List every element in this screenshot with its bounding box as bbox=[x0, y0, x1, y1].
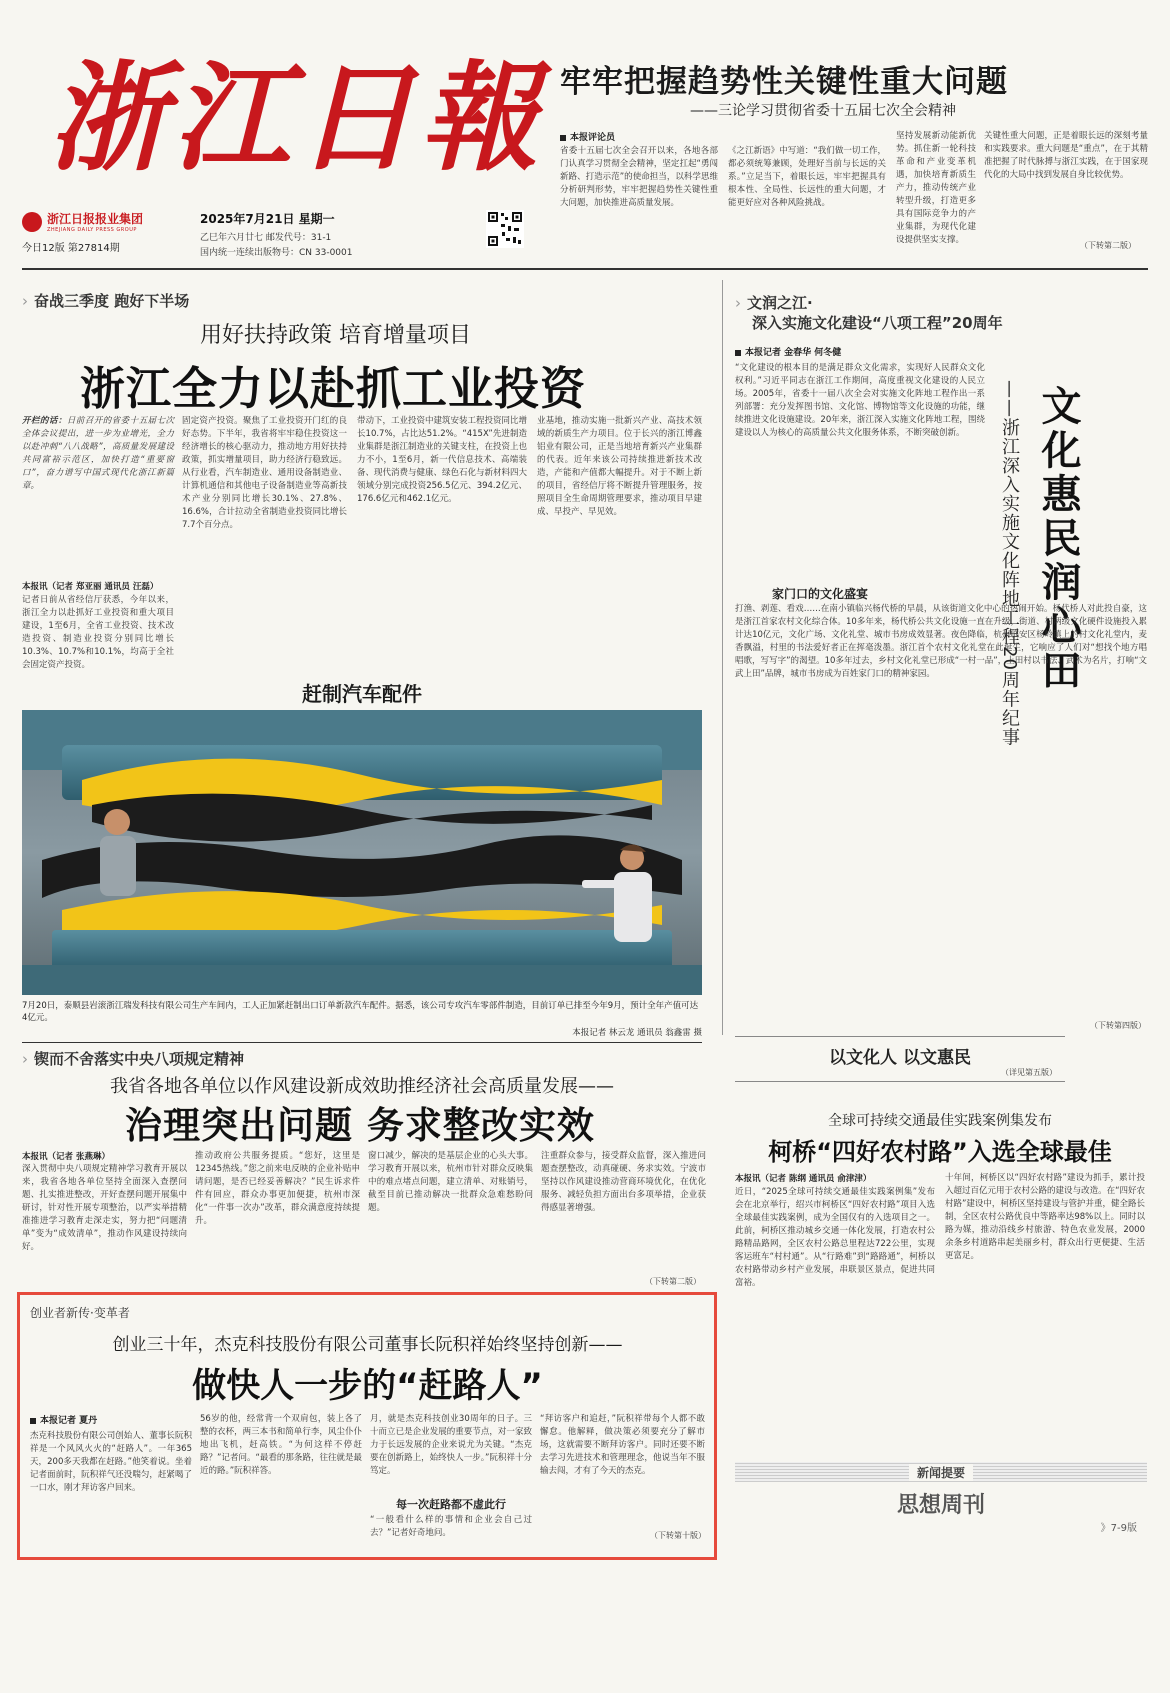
feature-col-2: 56岁的他，经常背一个双肩包，装上各了整的衣杯，两三本书和简单行李，风尘仆仆地出飞机，赶高铁。“为何这样不停赶路？”记者问。“最看的那条路，往往就是最近的路。”阮积祥答。 bbox=[200, 1414, 362, 1476]
lunar-date: 乙巳年六月廿七 邮发代号：31-1 bbox=[200, 233, 332, 243]
feature-continue: （下转第十版） bbox=[650, 1531, 706, 1540]
side-continue: （下转第四版） bbox=[1090, 1021, 1146, 1030]
news-brief-label: 新闻提要 bbox=[909, 1464, 973, 1481]
editorial-subhead: ——三论学习贯彻省委十五届七次全会精神 bbox=[690, 103, 956, 119]
publisher-block bbox=[22, 210, 187, 254]
side-kicker-text: 文润之江· bbox=[747, 294, 813, 312]
chevron-right-icon: › bbox=[22, 292, 28, 310]
editorial-col-2: 《之江新语》中写道：“我们做一切工作，都必须统筹兼顾，处理好当前与长远的关系。”立足当下，着眼长远，牢牢把握具有根本性、全局性、长远性的重大问题，才能更好应对各种风险挑战。 bbox=[728, 146, 886, 208]
culture-box bbox=[735, 1036, 1065, 1082]
lead-intro-label: 开栏的话： bbox=[22, 416, 67, 426]
culture-box-note: （详见第五版） bbox=[1001, 1068, 1057, 1077]
lead-col-3: 带动下，工业投资中建筑安装工程投资同比增长10.7%，占比达51.2%。“415X”先进制造业集群是浙江制造业的关键支柱，在投资上也力不小，1至6月，新一代信息技术、高端装备、现代消费与健康、绿色石化与新材料四大领域分别完成投资256.5亿元、394.2亿元、176.6亿元和462.1亿元。 bbox=[357, 416, 528, 504]
second-col-4: 注重群众参与，接受群众监督，深入推进问题查摆整改，动真碰硬、务求实效。宁波市坚持以作风建设推动营商环境优化，在优化服务、减轻负担方面出台多项举措，企业获得感显著增强。 bbox=[541, 1151, 706, 1213]
news-brief-page: 》7-9版 bbox=[1100, 1523, 1137, 1534]
feature-col-3: 月，就是杰克科技创业30周年的日子。三十而立已是企业发展的重要节点，对一家致力于长远发展的企业来说尤为关键。“杰克要在创新路上，始终快人一步。”阮积祥十分笃定。 bbox=[370, 1414, 532, 1476]
side-byline bbox=[735, 345, 841, 358]
keqiao-col-2: 十年间，柯桥区以“四好农村路”建设为抓手，累计投入超过百亿元用于农村公路的建设与改造。在“四好农村路”建设中，柯桥区坚持建设与管护并重，健全路长制，全区农村公路优良中等路率达98%以上。同时以路为媒，推动沿线乡村旅游、特色农业发展，2000余条乡村道路串起美丽乡村，群众出行更便捷、生活更富足。 bbox=[945, 1173, 1145, 1261]
second-byline: 本报讯（记者 张燕琳） bbox=[22, 1152, 110, 1162]
qr-code-icon bbox=[486, 210, 524, 248]
date-block bbox=[200, 210, 460, 258]
issue-date: 2025年7月21日 星期一 bbox=[200, 212, 335, 226]
side-subtitle: 家门口的文化盛宴 bbox=[772, 587, 869, 601]
second-kicker bbox=[22, 1048, 244, 1069]
lead-kicker-text: 奋战三季度 跑好下半场 bbox=[34, 292, 190, 310]
chevron-right-icon: › bbox=[735, 294, 741, 312]
masthead-logo bbox=[48, 38, 545, 198]
lead-headline: 浙江全力以赴抓工业投资 bbox=[80, 362, 587, 415]
editorial-col-1: 省委十五届七次全会召开以来，各地各部门认真学习贯彻全会精神，坚定扛起“勇闯新路、打造示范”的使命担当，以科学思维分析研判形势，牢牢把握趋势性关键性重大问题，加快推进高质量发展。 bbox=[560, 146, 718, 208]
byline-marker-icon bbox=[735, 350, 741, 356]
publisher-logo-icon bbox=[22, 212, 42, 232]
news-brief-box bbox=[735, 1462, 1147, 1542]
feature-inline-subhead: 每一次赶路都不虚此行 bbox=[396, 1498, 506, 1511]
masthead-title: 浙江日報 bbox=[48, 48, 545, 187]
keqiao-headline: 柯桥“四好农村路”入选全球最佳 bbox=[768, 1138, 1112, 1166]
second-headline: 治理突出问题 务求整改实效 bbox=[125, 1104, 595, 1147]
masthead-divider bbox=[22, 268, 1148, 270]
editorial-byline-text: 本报评论员 bbox=[570, 133, 616, 143]
second-col-3: 窗口减少，解决的是基层企业的心头大事。学习教育开展以来，杭州市针对群众反映集中的难点堵点问题，建立清单、对账销号，截至目前已推动解决一批群众急难愁盼问题。 bbox=[368, 1151, 533, 1213]
second-subhead: 我省各地各单位以作风建设新成效助推经济社会高质量发展—— bbox=[110, 1076, 614, 1097]
photo-caption: 7月20日，泰顺县岩滚浙江瑞发科技有限公司生产车间内，工人正加紧赶制出口订单新款汽车配件。据悉，该公司专攻汽车零部件制造，目前订单已排至今年9月，预计全年产值可达4亿元。 bbox=[22, 1001, 699, 1023]
feature-col-1: 杰克科技股份有限公司创始人、董事长阮积祥是一个风风火火的“赶路人”。一年365天，200多天我都在赶路。”他笑着说。坐着记者面前时，阮积祥气还没喘匀，赶紧喝了一口水，刚才拜访客户回来。 bbox=[30, 1431, 192, 1493]
keqiao-col-1: 近日，“2025全球可持续交通最佳实践案例集”发布会在北京举行，绍兴市柯桥区“四好农村路”项目入选全球最佳实践案例，成为全国仅有的入选项目之一。此前，柯桥区推动城乡交通一体化发展，打造农村公路精品路网，全区农村公路总里程达722公里，实现客运班车“村村通”。从“行路难”到“路路通”，柯桥以农村路带动乡村产业发展，串联景区景点，促进共同富裕。 bbox=[735, 1187, 935, 1288]
photo-credit: 本报记者 林云龙 通讯员 翁鑫雷 摄 bbox=[572, 1028, 702, 1038]
lead-subhead: 用好扶持政策 培育增量项目 bbox=[200, 323, 471, 348]
side-vertical-subtitle: ——浙江深入实施文化阵地工程20周年纪事 bbox=[999, 380, 1020, 747]
second-kicker-text: 锲而不舍落实中央八项规定精神 bbox=[34, 1050, 245, 1068]
lead-col-1: 记者日前从省经信厅获悉，今年以来，浙江全力以赴抓好工业投资和重大项目建设，1至6月，全省工业投资、技术改造投资、制造业投资分别同比增长10.3%、10.7%和10.1%，均高于全社会固定资产投资。 bbox=[22, 595, 174, 670]
feature-subhead: 创业三十年，杰克科技股份有限公司董事长阮积祥始终坚持创新—— bbox=[112, 1335, 623, 1355]
photo-title: 赶制汽车配件 bbox=[302, 682, 422, 706]
editorial-headline: 牢牢把握趋势性关键性重大问题 bbox=[560, 64, 1008, 100]
feature-headline: 做快人一步的“赶路人” bbox=[192, 1366, 543, 1406]
lead-col-2: 固定资产投资。聚焦了工业投资开门红的良好态势。下半年，我省将牢牢稳住投资这一经济增长的核心驱动力，推动地方用好扶持政策，抓实增量项目，助力经济行稳致远。从行业看，汽车制造业、通用设备制造业、计算机通信和其他电子设备制造业等高新技术产业分别同比增长30.1%、27.8%、16.6%，合计拉动全省制造业投资同比增长7.7个百分点。 bbox=[182, 416, 347, 530]
lead-divider bbox=[22, 1042, 702, 1043]
side-kicker-2: 深入实施文化建设“八项工程”20周年 bbox=[752, 314, 1003, 332]
news-brief-title: 思想周刊 bbox=[896, 1493, 985, 1518]
second-continue: （下转第二版） bbox=[645, 1277, 701, 1286]
editorial-continue: （下转第二版） bbox=[1080, 241, 1136, 250]
sidebar-rule bbox=[722, 280, 723, 1035]
lead-intro bbox=[22, 415, 174, 570]
feature-kicker: 创业者新传·变革者 bbox=[30, 1306, 130, 1320]
keqiao-byline: 本报讯（记者 陈纲 通讯员 俞津津） bbox=[735, 1174, 872, 1184]
lead-kicker bbox=[22, 290, 189, 311]
feature-inline-text: “一般看什么样的事情和企业会自己过去？”记者好奇地问。 bbox=[370, 1515, 532, 1538]
editorial-col-3: 坚持发展新动能新优势。抓住新一轮科技革命和产业变革机遇，加快培育新质生产力，推动传统产业转型升级，打造更多具有国际竞争力的产业集群，为现代化建设提供坚实支撑。 bbox=[896, 131, 976, 245]
feature-col-4: “拜访客户和追赶，”阮积祥带每个人都不敢懈怠。他解释，做决策必须要充分了解市场，这就需要不断拜访客户。同时还要不断去学习先进技术和管理理念，他说当年不服输去闯，才有了今天的杰克。 bbox=[540, 1414, 705, 1476]
lead-byline: 本报讯（记者 郑亚丽 通讯员 汪磊） bbox=[22, 582, 159, 592]
publication-number: 国内统一连续出版物号：CN 33-0001 bbox=[200, 248, 353, 258]
publisher-name-en: ZHEJIANG DAILY PRESS GROUP bbox=[47, 227, 137, 233]
second-col-2: 推动政府公共服务提质。“您好，这里是12345热线。”您之前来电反映的企业补贴申请问题，是否已经妥善解决？”民生诉求件件有回应，群众办事更加便捷，杭州市深化“一件事一次办”改革，群众满意度持续提升。 bbox=[195, 1151, 360, 1226]
lead-intro-text: 日前召开的省委十五届七次全体会议提出，进一步为业增光，全力以赴冲刺“八八战略”，高质量发展建设共同富裕示范区，加快打造“重要窗口”，奋力谱写中国式现代化浙江新篇章。 bbox=[22, 416, 174, 491]
editorial-byline bbox=[560, 130, 615, 143]
side-kicker bbox=[735, 292, 813, 313]
editorial-col-4: 关键性重大问题，正是着眼长远的深刻考量和实践要求。重大问题是“重点”，在于其精准把握了时代脉搏与浙江实践，在于国家现代化的大局中找到发展自身比较优势。 bbox=[984, 131, 1148, 180]
culture-box-title: 以文化人 以文惠民 bbox=[829, 1048, 971, 1068]
side-vertical-title: 文化惠民润心田 bbox=[1035, 385, 1081, 693]
side-body-1: “文化建设的根本目的是满足群众文化需求，实现好人民群众文化权利。”习近平同志在浙江工作期间，高度重视文化建设的人民立场。2005年，省委十一届八次全会对实施文化阵地工程作出一系列部署：充分发挥图书馆、文化馆、博物馆等文化设施的功能，继续推进文化设施建设。20年来，浙江深入实施文化阵地工程，围绕建设以人为核心的高质量公共文化服务体系，不断突破创新。 bbox=[735, 363, 985, 438]
chevron-right-icon: › bbox=[22, 1050, 28, 1068]
factory-photo bbox=[22, 710, 702, 995]
publisher-name: 浙江日报报业集团 bbox=[47, 212, 144, 226]
keqiao-subhead: 全球可持续交通最佳实践案例集发布 bbox=[828, 1113, 1052, 1129]
second-col-1: 深入贯彻中央八项规定精神学习教育开展以来，我省各地各单位坚持全面深入查摆问题、扎实推进整改，开好查摆问题开展集中研讨，针对性开展专项整治，以严实举措精准推进学习教育走深走实，努力把“问题清单”变为“成效清单”，推动作风建设持续向好。 bbox=[22, 1164, 187, 1252]
lead-col-4: 业基地，推动实施一批新兴产业、高技术领域的新质生产力项目。位于长兴的浙江博鑫铝业有限公司，正是当地培育新兴产业集群的代表。近年来该公司持续推进新技术改造，产能和产值都大幅提升。对于不断上新的项目，省经信厅将不断提升管理服务，按照项目全生命周期管理要求，推动项目早建成、早投产、早见效。 bbox=[537, 416, 702, 517]
feature-byline-text: 本报记者 夏丹 bbox=[40, 1416, 98, 1426]
byline-marker-icon bbox=[560, 135, 566, 141]
feature-byline bbox=[30, 1413, 97, 1426]
side-body-2: 打渔、剥莲、看戏……在南小镇临兴杨代桥的早晨，从该街道文化中心的热闹开始。杨代桥人对此投自豪，这是浙江首家农村文化综合体。10多年来，杨代桥公共文化设施一直在升级，街道、村两级文化硬件设施投入累计达10亿元，文化广场、文化礼堂、城市书房成效显著。夜色降临，杭州临安区杨岭镇上的村文化礼堂内，麦香飘溢，村里的书法爱好者正在挥毫泼墨。浙江首个农村文化礼堂在此诞生，它响应了人们对“想找个地方唱唱歌，写写字”的渴望。10多年过去，乡村文化礼堂已形成“一村一品”，上田村以书法、武术为名片，打响“文武上田”品牌，城市书房成为百姓家门口的精神家园。 bbox=[735, 604, 1147, 679]
byline-marker-icon bbox=[30, 1418, 36, 1424]
side-byline-text: 本报记者 金春华 何冬健 bbox=[745, 348, 842, 358]
edition-number: 今日12版 第27814期 bbox=[22, 243, 120, 254]
